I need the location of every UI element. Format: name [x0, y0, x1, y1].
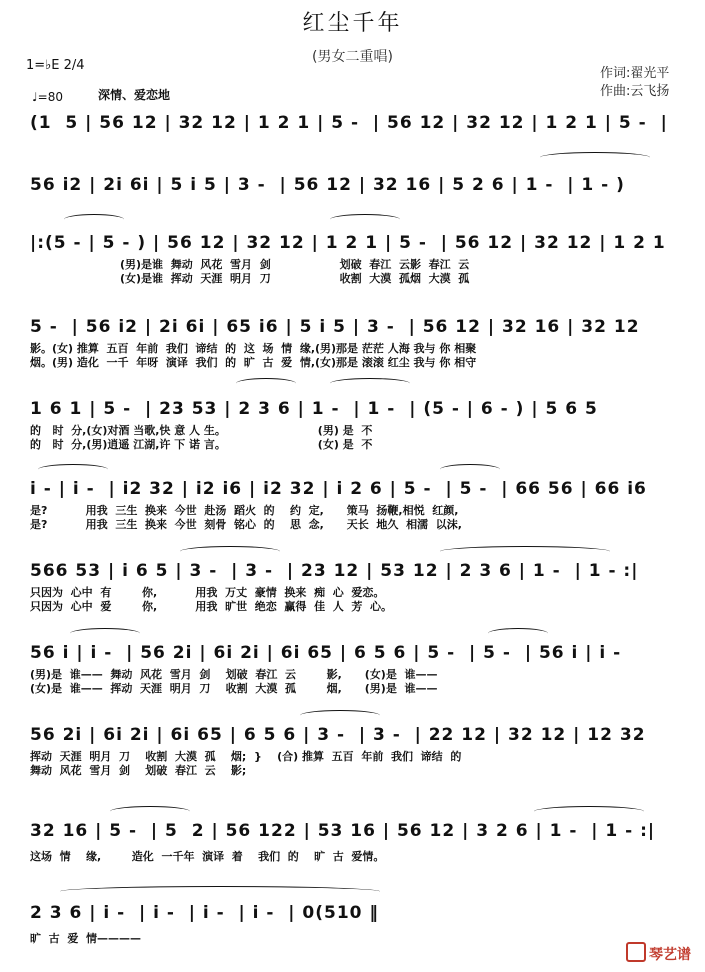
- lyric-line-2: 烟。(男) 造化 一千 年呀 演译 我们 的 旷 古 爱 情,(女)那是 滚滚 红尘 我与 你 相守: [30, 356, 477, 369]
- notation-line: 56 2i | 6i 2i | 6i 65 | 6 5 6 | 3 - | 3 - | 22 12 | 32 12 | 12 32: [30, 725, 646, 745]
- notation-line: i - | i - | i2 32 | i2 i6 | i2 32 | i 2 6 | 5 - | 5 - | 66 56 | 66 i6: [30, 479, 647, 499]
- watermark-text: 琴艺谱: [649, 947, 691, 963]
- notation-line: 56 i | i - | 56 2i | 6i 2i | 6i 65 | 6 5 6 | 5 - | 5 - | 56 i | i -: [30, 643, 622, 663]
- score-system-4: [30, 312, 688, 370]
- score-system-11: [30, 898, 688, 946]
- slur-mark: [236, 378, 296, 389]
- lyric-line-2: 的 时 分,(男)逍遥 江湖,许 下 诺 言。 (女) 是 不: [30, 438, 373, 451]
- notation-line: |:(5 - | 5 - ) | 56 12 | 32 12 | 1 2 1 | 5 - | 56 12 | 32 12 | 1 2 1: [30, 233, 666, 253]
- score-system-2: [30, 170, 688, 200]
- song-title: 红尘千年: [302, 11, 403, 36]
- slur-mark: [180, 546, 280, 557]
- lyric-line-male: (男)是谁 舞动 风花 雪月 剑 划破 春江 云影 春江 云: [120, 258, 470, 271]
- lyric-line-2: (女)是 谁—— 挥动 天涯 明月 刀 收割 大漠 孤 烟, (男)是 谁——: [30, 682, 438, 695]
- slur-mark: [534, 806, 644, 817]
- lyric-line-1: 旷 古 爱 情————: [30, 932, 141, 945]
- slur-mark: [38, 464, 108, 475]
- notation-line: 32 16 | 5 - | 5 2 | 56 122 | 53 16 | 56 12 | 3 2 6 | 1 - | 1 - :|: [30, 821, 656, 841]
- brand-logo-icon: [626, 942, 646, 962]
- score-system-8: [30, 638, 688, 696]
- slur-mark: [110, 806, 190, 817]
- lyric-line-1: 的 时 分,(女)对酒 当歌,快 意 人 生。 (男) 是 不: [30, 424, 373, 437]
- slur-mark: [440, 464, 500, 475]
- lyric-line-1: 挥动 天涯 明月 刀 收割 大漠 孤 烟; } (合) 推算 五百 年前 我们 谛结 的: [30, 750, 462, 763]
- score-system-6: [30, 474, 688, 532]
- notation-line: 566 53 | i 6 5 | 3 - | 3 - | 23 12 | 53 12 | 2 3 6 | 1 - | 1 - :|: [30, 561, 639, 581]
- lyric-line-1: 这场 情 缘, 造化 一千年 演译 着 我们 的 旷 古 爱情。: [30, 850, 385, 863]
- score-system-9: [30, 720, 688, 778]
- slur-mark: [60, 886, 380, 897]
- slur-mark: [330, 378, 410, 389]
- composer-credit: 作曲:云飞扬: [600, 84, 670, 99]
- lyric-line-1: 只因为 心中 有 你, 用我 万丈 豪情 换来 痴 心 爱恋。: [30, 586, 385, 599]
- lyric-line-2: 只因为 心中 爱 你, 用我 旷世 绝恋 赢得 佳 人 芳 心。: [30, 600, 393, 613]
- score-system-5: [30, 394, 688, 452]
- notation-line: 1 6 1 | 5 - | 23 53 | 2 3 6 | 1 - | 1 - | (5 - | 6 - ) | 5 6 5: [30, 399, 598, 419]
- slur-mark: [330, 214, 400, 225]
- notation-line: 2 3 6 | i - | i - | i - | i - | 0(510 ‖: [30, 903, 379, 923]
- lyric-line-female: (女)是谁 挥动 天涯 明月 刀 收割 大漠 孤烟 大漠 孤: [120, 272, 470, 285]
- lyric-line-1: 是? 用我 三生 换来 今世 赴汤 蹈火 的 约 定, 策马 扬鞭,相悦 红颜,: [30, 504, 459, 517]
- score-system-3: [30, 228, 688, 286]
- slur-mark: [488, 628, 548, 639]
- watermark: [626, 942, 691, 964]
- lyric-line-1: 影。(女) 推算 五百 年前 我们 谛结 的 这 场 情 缘,(男)那是 茫茫 人海 我与 你 相聚: [30, 342, 477, 355]
- notation-line: 56 i2 | 2i 6i | 5 i 5 | 3 - | 56 12 | 32 16 | 5 2 6 | 1 - | 1 - ): [30, 175, 625, 195]
- score-system-1: [30, 108, 688, 138]
- tempo-marking: ♩=80: [32, 90, 63, 104]
- key-signature: 1=♭E 2/4: [26, 58, 85, 73]
- score-system-7: [30, 556, 688, 614]
- song-subtitle: (男女二重唱): [312, 49, 393, 65]
- lyric-line-2: 是? 用我 三生 换来 今世 刻骨 铭心 的 思 念, 天长 地久 相濡 以沫,: [30, 518, 462, 531]
- notation-line: (1 5 | 56 12 | 32 12 | 1 2 1 | 5 - | 56 12 | 32 12 | 1 2 1 | 5 - |: [30, 113, 668, 133]
- score-system-10: [30, 816, 688, 864]
- lyricist-credit: 作词:翟光平: [600, 66, 670, 81]
- lyric-line-1: (男)是 谁—— 舞动 风花 雪月 剑 划破 春江 云 影, (女)是 谁——: [30, 668, 438, 681]
- slur-mark: [70, 628, 140, 639]
- slur-mark: [540, 152, 650, 163]
- expression-marking: 深情、爱恋地: [98, 88, 171, 102]
- notation-line: 5 - | 56 i2 | 2i 6i | 65 i6 | 5 i 5 | 3 - | 56 12 | 32 16 | 32 12: [30, 317, 640, 337]
- slur-mark: [300, 710, 380, 721]
- lyric-line-2: 舞动 风花 雪月 剑 划破 春江 云 影;: [30, 764, 247, 777]
- slur-mark: [64, 214, 124, 225]
- slur-mark: [440, 546, 610, 557]
